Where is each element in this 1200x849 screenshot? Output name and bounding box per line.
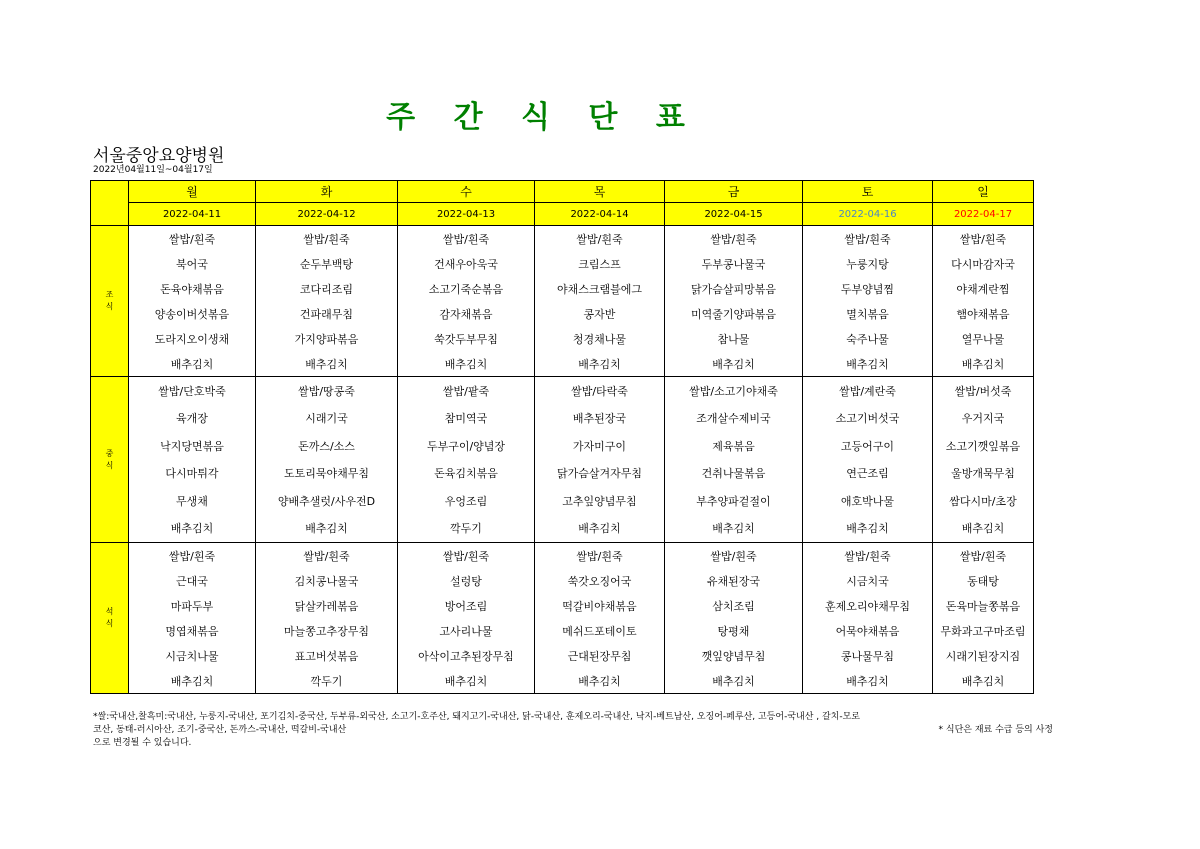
menu-item: 배추김치 bbox=[444, 357, 488, 371]
day-header: 토 bbox=[803, 181, 933, 203]
menu-item: 쑥갓오징어국 bbox=[567, 574, 632, 588]
menu-item: 쌀밥/땅콩죽 bbox=[298, 384, 355, 398]
menu-item: 양송이버섯볶음 bbox=[154, 307, 230, 321]
date-header-sunday: 2022-04-17 bbox=[933, 203, 1034, 226]
meal-label bbox=[91, 543, 129, 694]
weekly-menu-table bbox=[90, 180, 1034, 694]
menu-item: 양배추샐럿/사우전D bbox=[277, 494, 376, 508]
menu-cell bbox=[803, 377, 933, 543]
menu-item: 깍두기 bbox=[450, 522, 482, 536]
menu-item: 낙지당면볶음 bbox=[160, 439, 224, 453]
menu-item: 마파두부 bbox=[170, 599, 214, 613]
menu-item: 쌀밥/흰죽 bbox=[959, 549, 1007, 563]
menu-item: 가자미구이 bbox=[572, 439, 627, 453]
menu-item: 동태탕 bbox=[967, 574, 999, 588]
menu-item: 쌀밥/흰죽 bbox=[710, 232, 757, 246]
menu-item: 고추잎양념무침 bbox=[562, 494, 637, 508]
menu-item: 감자채볶음 bbox=[439, 307, 493, 321]
menu-item: 근대된장무침 bbox=[567, 649, 632, 663]
page-title: 주 간 식 단 표 bbox=[386, 100, 699, 135]
menu-item: 시래기된장지짐 bbox=[945, 649, 1021, 663]
menu-cell bbox=[535, 543, 665, 694]
meal-label bbox=[91, 377, 129, 543]
menu-item: 쌀밥/흰죽 bbox=[576, 549, 623, 563]
menu-item: 다시마감자국 bbox=[951, 257, 1015, 271]
day-header: 월 bbox=[129, 181, 256, 203]
menu-item: 돈육마늘쫑볶음 bbox=[945, 599, 1021, 613]
menu-item: 설렁탕 bbox=[450, 574, 482, 588]
menu-item: 참미역국 bbox=[444, 412, 488, 426]
menu-item: 크림스프 bbox=[578, 257, 621, 271]
menu-item: 쌀밥/단호박죽 bbox=[158, 384, 226, 398]
menu-item: 코다리조림 bbox=[299, 282, 354, 296]
menu-item: 김치콩나물국 bbox=[294, 574, 359, 588]
menu-item: 깍두기 bbox=[310, 674, 343, 688]
footnote-line: *쌀:국내산,찰흑미:국내산, 누룽지-국내산, 포기김치-중국산, 두부류-외국산, 소고기-호주산, 돼지고기-국내산, 닭-국내산, 훈제오리-국내산, 낙지-베트남산, 오징어-페루산, 고등어-국내산 , 갈치-모로 bbox=[93, 712, 861, 722]
menu-item: 콩자반 bbox=[583, 307, 616, 321]
menu-item: 건파래무침 bbox=[299, 307, 354, 321]
menu-item: 배추김치 bbox=[170, 522, 214, 536]
menu-item: 닭가슴살피망볶음 bbox=[690, 282, 776, 296]
menu-item: 도라지오이생채 bbox=[154, 332, 230, 346]
day-header-row bbox=[91, 181, 1034, 203]
meal-label-char: 식 bbox=[105, 619, 114, 628]
menu-item: 탕평채 bbox=[717, 624, 750, 638]
menu-item: 쌀밥/흰죽 bbox=[442, 549, 490, 563]
menu-cell bbox=[803, 226, 933, 377]
date-header: 2022-04-13 bbox=[398, 203, 535, 226]
menu-item: 배추김치 bbox=[961, 522, 1005, 536]
menu-cell bbox=[665, 543, 803, 694]
hospital-name: 서울중앙요양병원 bbox=[93, 146, 225, 166]
menu-item: 떡갈비야채볶음 bbox=[562, 599, 637, 613]
menu-item: 소고기죽순볶음 bbox=[428, 282, 504, 296]
menu-item: 건취나물볶음 bbox=[701, 467, 766, 481]
menu-item: 돈육야채볶음 bbox=[160, 282, 224, 296]
menu-item: 다시마튀각 bbox=[165, 467, 219, 481]
menu-item: 미역줄기양파볶음 bbox=[690, 307, 776, 321]
menu-item: 야채스크램블에그 bbox=[556, 282, 642, 296]
menu-item: 두부콩나물국 bbox=[701, 257, 766, 271]
menu-item: 쌀밥/소고기야채죽 bbox=[689, 384, 778, 398]
menu-item: 쌀밥/흰죽 bbox=[710, 549, 757, 563]
day-header: 일 bbox=[933, 181, 1034, 203]
menu-item: 고등어구이 bbox=[840, 439, 895, 453]
menu-item: 두부양념찜 bbox=[840, 282, 895, 296]
menu-item: 우거지국 bbox=[961, 412, 1005, 426]
footnote-line: 코산, 동태-러시아산, 조기-중국산, 돈까스-국내산, 떡갈비-국내산 bbox=[93, 725, 347, 735]
menu-item: 쑥갓두부무침 bbox=[434, 332, 498, 346]
day-header: 목 bbox=[535, 181, 665, 203]
menu-item: 닭가슴살겨자무침 bbox=[556, 467, 642, 481]
menu-item: 돈육김치볶음 bbox=[434, 467, 498, 481]
menu-item: 숙주나물 bbox=[846, 332, 889, 346]
menu-item: 청경채나물 bbox=[572, 332, 627, 346]
menu-cell bbox=[535, 226, 665, 377]
menu-item: 육개장 bbox=[176, 412, 208, 426]
menu-item: 쌀밥/타락죽 bbox=[571, 384, 628, 398]
menu-item: 배추김치 bbox=[305, 522, 348, 536]
date-header-row bbox=[91, 203, 1034, 226]
menu-item: 시금치국 bbox=[846, 574, 889, 588]
menu-period: 2022년04월11일~04월17일 bbox=[93, 165, 213, 175]
menu-item: 야채계란찜 bbox=[956, 282, 1010, 296]
menu-cell bbox=[933, 377, 1034, 543]
origin-footnote bbox=[93, 711, 1053, 750]
menu-item: 두부구이/양념장 bbox=[426, 439, 506, 453]
menu-item: 배추김치 bbox=[170, 357, 214, 371]
menu-item: 배추김치 bbox=[578, 357, 621, 371]
menu-item: 우엉조림 bbox=[444, 494, 488, 508]
menu-item: 무생채 bbox=[176, 494, 208, 508]
menu-item: 도토리묵야채무침 bbox=[283, 467, 369, 481]
menu-item: 시금치나물 bbox=[165, 649, 219, 663]
menu-item: 쌈다시마/초장 bbox=[949, 494, 1017, 508]
date-header: 2022-04-11 bbox=[129, 203, 256, 226]
menu-cell bbox=[398, 543, 535, 694]
footnote-notice: * 식단은 재료 수급 등의 사정 bbox=[938, 725, 1053, 735]
menu-item: 부추양파겉절이 bbox=[696, 494, 771, 508]
menu-item: 울방개묵무침 bbox=[951, 467, 1015, 481]
menu-cell bbox=[256, 377, 398, 543]
menu-item: 배추김치 bbox=[578, 674, 621, 688]
corner-cell bbox=[91, 181, 129, 226]
menu-item: 조개살수제비국 bbox=[696, 412, 771, 426]
menu-item: 누룽지탕 bbox=[846, 257, 889, 271]
menu-item: 고사리나물 bbox=[439, 624, 493, 638]
menu-cell bbox=[129, 226, 256, 377]
date-header: 2022-04-12 bbox=[256, 203, 398, 226]
menu-item: 쌀밥/흰죽 bbox=[168, 549, 216, 563]
menu-item: 배추김치 bbox=[170, 674, 214, 688]
menu-item: 닭살카레볶음 bbox=[294, 599, 359, 613]
menu-item: 배추김치 bbox=[846, 674, 889, 688]
menu-item: 배추김치 bbox=[961, 674, 1005, 688]
menu-item: 배추김치 bbox=[846, 357, 889, 371]
day-header: 금 bbox=[665, 181, 803, 203]
menu-item: 삼치조림 bbox=[712, 599, 755, 613]
menu-item: 배추김치 bbox=[846, 522, 889, 536]
menu-item: 연근조림 bbox=[846, 467, 889, 481]
menu-cell bbox=[129, 377, 256, 543]
menu-item: 쌀밥/흰죽 bbox=[303, 549, 350, 563]
menu-item: 배추김치 bbox=[712, 357, 755, 371]
menu-item: 시래기국 bbox=[305, 412, 348, 426]
menu-item: 쌀밥/흰죽 bbox=[442, 232, 490, 246]
menu-item: 참나물 bbox=[717, 332, 750, 346]
menu-item: 유채된장국 bbox=[706, 574, 761, 588]
menu-item: 제육볶음 bbox=[712, 439, 755, 453]
menu-item: 마늘쫑고추장무침 bbox=[283, 624, 369, 638]
date-header-saturday: 2022-04-16 bbox=[803, 203, 933, 226]
meal-label-char: 식 bbox=[105, 302, 114, 311]
menu-item: 어묵야채볶음 bbox=[835, 624, 900, 638]
menu-item: 가지양파볶음 bbox=[294, 332, 359, 346]
footnote-line: 으로 변경될 수 있습니다. bbox=[93, 738, 192, 748]
menu-item: 배추김치 bbox=[712, 674, 755, 688]
menu-item: 쌀밥/흰죽 bbox=[576, 232, 623, 246]
menu-item: 쌀밥/흰죽 bbox=[168, 232, 216, 246]
menu-item: 콩나물무침 bbox=[840, 649, 895, 663]
menu-item: 명엽채볶음 bbox=[165, 624, 219, 638]
menu-item: 소고기깻잎볶음 bbox=[945, 439, 1021, 453]
menu-item: 애호박나물 bbox=[840, 494, 895, 508]
meal-row bbox=[91, 377, 1034, 543]
menu-item: 아삭이고추된장무침 bbox=[418, 649, 514, 663]
day-header: 화 bbox=[256, 181, 398, 203]
menu-item: 배추된장국 bbox=[572, 412, 627, 426]
menu-item: 쌀밥/흰죽 bbox=[303, 232, 350, 246]
meal-label bbox=[91, 226, 129, 377]
menu-cell bbox=[129, 543, 256, 694]
menu-item: 방어조림 bbox=[444, 599, 488, 613]
meal-label-char: 식 bbox=[105, 460, 114, 470]
menu-item: 쌀밥/버섯죽 bbox=[954, 384, 1012, 398]
menu-cell bbox=[535, 377, 665, 543]
meal-label-char: 석 bbox=[105, 607, 114, 616]
menu-item: 건새우아욱국 bbox=[434, 257, 498, 271]
meal-row bbox=[91, 543, 1034, 694]
menu-item: 무화과고구마조림 bbox=[940, 624, 1026, 638]
meal-label-char: 중 bbox=[105, 448, 114, 458]
menu-item: 쌀밥/흰죽 bbox=[844, 549, 891, 563]
menu-item: 돈까스/소스 bbox=[298, 439, 355, 453]
menu-item: 쌀밥/흰죽 bbox=[959, 232, 1007, 246]
menu-cell bbox=[256, 543, 398, 694]
menu-item: 근대국 bbox=[176, 574, 208, 588]
menu-cell bbox=[398, 226, 535, 377]
menu-item: 쌀밥/계란죽 bbox=[839, 384, 896, 398]
menu-cell bbox=[665, 226, 803, 377]
menu-item: 깻잎양념무침 bbox=[701, 649, 766, 663]
menu-item: 햄야채볶음 bbox=[956, 307, 1010, 321]
menu-item: 북어국 bbox=[176, 257, 208, 271]
date-header: 2022-04-15 bbox=[665, 203, 803, 226]
menu-cell bbox=[933, 226, 1034, 377]
menu-item: 배추김치 bbox=[578, 522, 621, 536]
menu-item: 배추김치 bbox=[444, 674, 488, 688]
menu-item: 배추김치 bbox=[305, 357, 348, 371]
menu-cell bbox=[256, 226, 398, 377]
menu-item: 배추김치 bbox=[712, 522, 755, 536]
menu-item: 배추김치 bbox=[961, 357, 1005, 371]
day-header: 수 bbox=[398, 181, 535, 203]
date-header: 2022-04-14 bbox=[535, 203, 665, 226]
menu-item: 메쉬드포테이토 bbox=[562, 624, 637, 638]
menu-item: 멸치볶음 bbox=[846, 307, 889, 321]
menu-cell bbox=[803, 543, 933, 694]
menu-item: 열무나물 bbox=[961, 332, 1005, 346]
menu-cell bbox=[398, 377, 535, 543]
menu-item: 표고버섯볶음 bbox=[294, 649, 359, 663]
meal-label-char: 조 bbox=[105, 290, 114, 299]
menu-item: 순두부백탕 bbox=[299, 257, 354, 271]
menu-cell bbox=[665, 377, 803, 543]
menu-item: 소고기버섯국 bbox=[835, 412, 900, 426]
menu-item: 쌀밥/팥죽 bbox=[442, 384, 490, 398]
meal-row bbox=[91, 226, 1034, 377]
menu-item: 쌀밥/흰죽 bbox=[844, 232, 891, 246]
menu-item: 훈제오리야채무침 bbox=[824, 599, 910, 613]
menu-cell bbox=[933, 543, 1034, 694]
